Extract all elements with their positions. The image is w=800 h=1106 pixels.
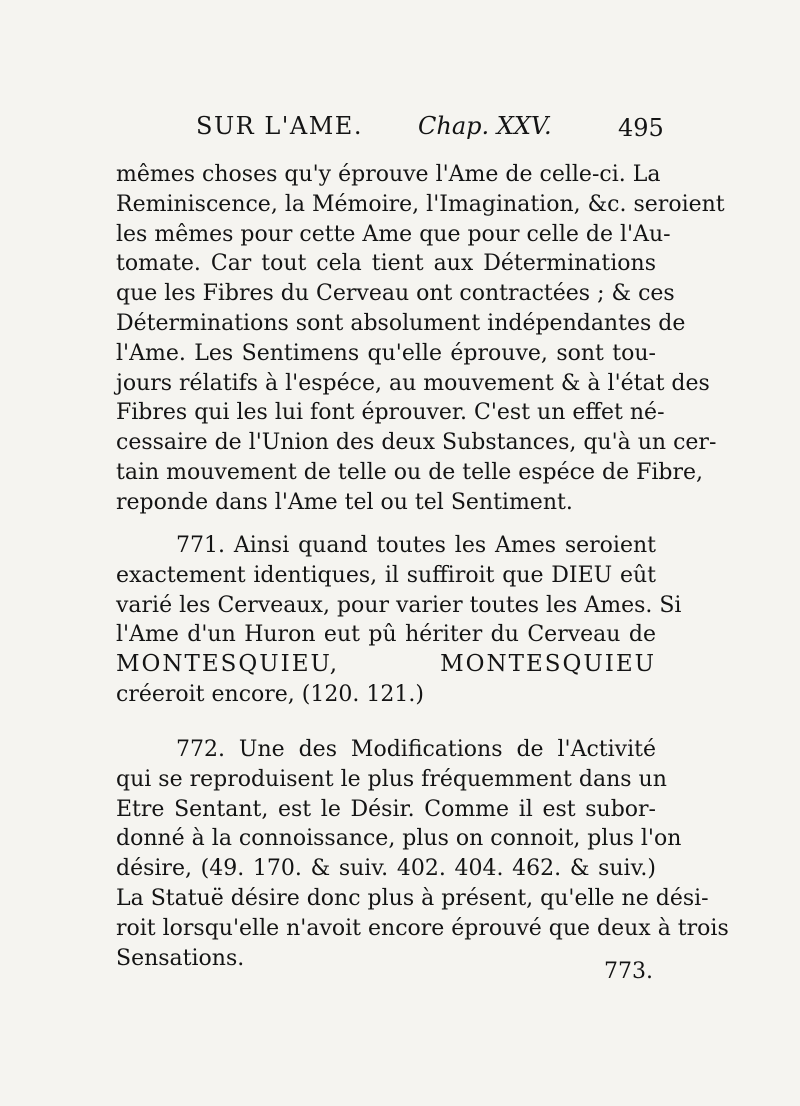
text-line: qui se reproduisent le plus fréquemment dans un xyxy=(116,766,667,792)
text-line: l'Ame. Les Sentimens qu'elle éprouve, sont tou- xyxy=(116,340,656,366)
text-line: exactement identiques, il suffiroit que DIEU eût xyxy=(116,562,656,588)
page-number: 495 xyxy=(618,114,664,142)
chapter-reference: Chap. XXV. xyxy=(418,112,552,140)
text-line: 772. Une des Modifications de l'Activité xyxy=(176,737,656,762)
page-header xyxy=(118,112,663,148)
text-line: mêmes choses qu'y éprouve l'Ame de celle-ci. La xyxy=(116,162,661,187)
paragraph-continuation xyxy=(116,160,725,518)
text-line: Etre Sentant, est le Désir. Comme il est subor- xyxy=(116,796,656,822)
text-line: La Statuë désire donc plus à présent, qu'elle ne dési- xyxy=(116,885,709,911)
text-line: roit lorsqu'elle n'avoit encore éprouvé que deux à trois xyxy=(116,915,729,941)
text-line: MONTESQUIEU, MONTESQUIEU xyxy=(116,651,656,678)
text-line: Sensations. xyxy=(116,945,245,971)
text-line: Déterminations sont absolument indépendantes de xyxy=(116,310,686,336)
text-line: 771. Ainsi quand toutes les Ames seroient xyxy=(176,533,656,558)
text-line: varié les Cerveaux, pour varier toutes les Ames. Si xyxy=(116,592,682,618)
text-line: tain mouvement de telle ou de telle espéce de Fibre, xyxy=(116,459,704,485)
text-line: désire, (49. 170. & suiv. 402. 404. 462. & suiv.) xyxy=(116,856,656,882)
text-line: créeroit encore, (120. 121.) xyxy=(116,681,424,707)
text-line: cessaire de l'Union des deux Substances, qu'à un cer- xyxy=(116,430,717,456)
running-title: SUR L'AME. xyxy=(196,112,363,140)
text-line: que les Fibres du Cerveau ont contractées ; & ces xyxy=(116,281,675,307)
text-line: reponde dans l'Ame tel ou tel Sentiment. xyxy=(116,489,573,515)
paragraph-772 xyxy=(116,735,729,973)
text-line: donné à la connoissance, plus on connoit, plus l'on xyxy=(116,826,682,852)
text-line: Fibres qui les lui font éprouver. C'est un effet né- xyxy=(116,400,665,426)
catchword: 773. xyxy=(604,959,653,984)
text-line: jours rélatifs à l'espéce, au mouvement & à l'état des xyxy=(116,370,710,396)
text-line: l'Ame d'un Huron eut pû hériter du Cerveau de xyxy=(116,622,656,648)
text-line: tomate. Car tout cela tient aux Déterminations xyxy=(116,251,656,277)
paragraph-771 xyxy=(116,531,682,710)
text-line: Reminiscence, la Mémoire, l'Imagination, &c. seroient xyxy=(116,191,725,217)
text-line: les mêmes pour cette Ame que pour celle de l'Au- xyxy=(116,221,671,247)
